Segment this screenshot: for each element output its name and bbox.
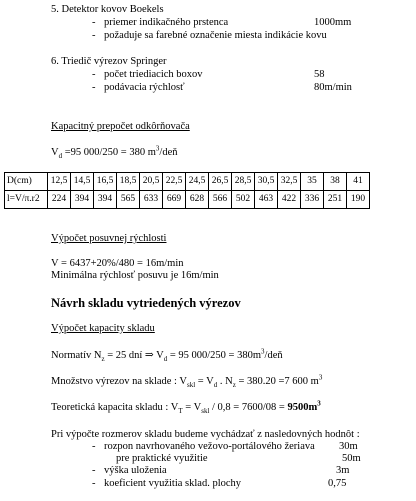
table-cell: 565 [117, 191, 140, 209]
diameter-length-table [4, 172, 370, 209]
feed-title: Výpočet posuvnej rýchlosti [51, 233, 167, 244]
table-cell: 20,5 [140, 173, 163, 191]
table-cell: 22,5 [163, 173, 186, 191]
section-6-item-label: podávacia rýchlosť [104, 82, 185, 93]
bullet-dash: - [92, 478, 96, 489]
table-cell: 422 [278, 191, 301, 209]
table-cell: 224 [48, 191, 71, 209]
table-row-label: l=V/π.r2 [5, 191, 48, 209]
param-label: rozpon navrhovaného vežovo-portálového žeriava [104, 441, 315, 452]
capacity-formula: $V_d =95$ 000/250 = 380 $m^3$/deň [51, 144, 178, 161]
section-5-item-label: požaduje sa farebné označenie miesta indikácie kovu [104, 30, 327, 41]
table-cell: 463 [255, 191, 278, 209]
table-cell: 190 [347, 191, 370, 209]
theoretical-capacity-formula: Teoretická kapacita skladu : $V_T = V_{skl} / 0,8 = 7600/08 = 9500m^3$ [51, 399, 321, 416]
table-cell: 41 [347, 173, 370, 191]
section-6-item-value: 80m/min [314, 82, 352, 93]
table-cell: 394 [94, 191, 117, 209]
table-cell: 24,5 [186, 173, 209, 191]
table-cell: 30,5 [255, 173, 278, 191]
table-cell: 28,5 [232, 173, 255, 191]
bullet-dash: - [92, 82, 96, 93]
feed-minimum: Minimálna rýchlosť posuvu je 16m/min [51, 270, 219, 281]
param-value: 30m [339, 441, 358, 452]
param-label: výška uloženia [104, 465, 167, 476]
table-cell: 633 [140, 191, 163, 209]
storage-subtitle: Výpočet kapacity skladu [51, 323, 155, 334]
bullet-dash: - [92, 17, 96, 28]
table-row-label: D(cm) [5, 173, 48, 191]
table-cell: 32,5 [278, 173, 301, 191]
bullet-dash: - [92, 69, 96, 80]
param-value: 3m [336, 465, 350, 476]
section-5-item-label: priemer indikačného prstenca [104, 17, 229, 28]
section-5-heading: 5. Detektor kovov Boekels [51, 4, 164, 15]
table-cell: 14,5 [71, 173, 94, 191]
table-cell: 26,5 [209, 173, 232, 191]
table-cell: 628 [186, 191, 209, 209]
section-6-item-value: 58 [314, 69, 325, 80]
table-cell: 566 [209, 191, 232, 209]
table-cell: 336 [301, 191, 324, 209]
table-cell: 669 [163, 191, 186, 209]
table-row [5, 173, 370, 191]
section-6-item-label: počet triediacich boxov [104, 69, 203, 80]
quantity-formula: Množstvo výrezov na sklade : $V_{skl} = V_d$ . $N_z = 380.20 =7$ 600 $m^3$ [51, 373, 323, 390]
storage-intro: Pri výpočte rozmerov skladu budeme vychádzať z nasledovných hodnôt : [51, 429, 360, 440]
param-label: pre praktické využitie [116, 453, 208, 464]
table-cell: 38 [324, 173, 347, 191]
capacity-title: Kapacitný prepočet odkôrňovača [51, 121, 190, 132]
table-cell: 502 [232, 191, 255, 209]
table-cell: 35 [301, 173, 324, 191]
feed-formula: V = 6437+20%/480 = 16m/min [51, 258, 184, 269]
storage-heading: Návrh skladu vytriedených výrezov [51, 296, 241, 310]
param-value: 50m [342, 453, 361, 464]
table-cell: 16,5 [94, 173, 117, 191]
section-5-item-value: 1000mm [314, 17, 352, 28]
normativ-formula: Normatív $N_z = 25$ dní ⇒ $V_d = 95$ $000/250 = 380m^3$/deň [51, 347, 283, 364]
table-cell: 251 [324, 191, 347, 209]
table-cell: 394 [71, 191, 94, 209]
param-value: 0,75 [328, 478, 347, 489]
section-6-heading: 6. Triedič výrezov Springer [51, 56, 167, 67]
bullet-dash: - [92, 465, 96, 476]
param-label: koeficient využitia sklad. plochy [104, 478, 242, 489]
table-row [5, 191, 370, 209]
table-cell: 18,5 [117, 173, 140, 191]
bullet-dash: - [92, 30, 96, 41]
table-cell: 12,5 [48, 173, 71, 191]
bullet-dash: - [92, 441, 96, 452]
